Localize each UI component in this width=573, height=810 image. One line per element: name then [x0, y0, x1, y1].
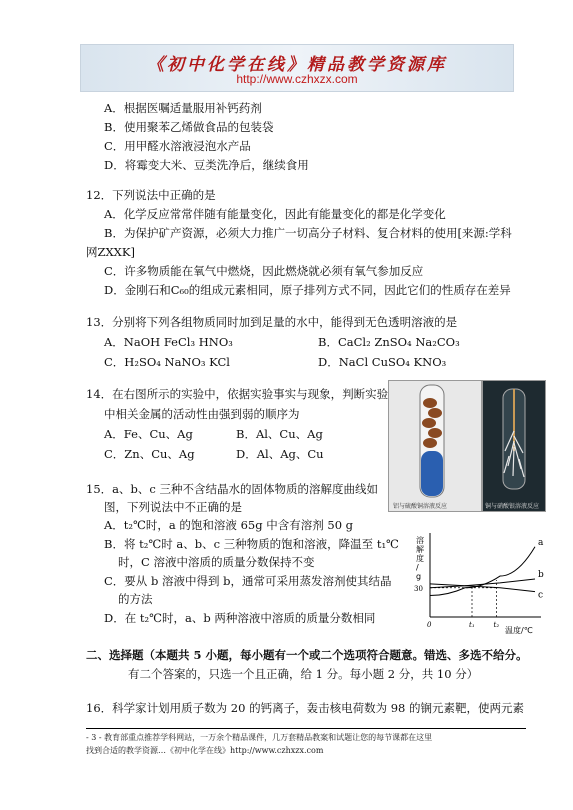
photo-caption-1: 铝与硫酸铜溶液反应 — [393, 503, 448, 510]
q13-option-c: C．H₂SO₄ NaNO₃ KCl — [104, 355, 230, 369]
q11-option-c: C．用甲醛水溶液浸泡水产品 — [104, 139, 251, 153]
banner-url[interactable]: http://www.czhxzx.com — [236, 72, 358, 86]
q12-option-d: D．金刚石和C₆₀的组成元素相同，原子排列方式不同，因此它们的性质存在差异 — [104, 283, 511, 297]
q14-stem-line2: 中相关金属的活动性由强到弱的顺序为 — [104, 407, 300, 421]
test-tube-illustration — [389, 381, 481, 511]
q11-option-b: B．使用聚苯乙烯做食品的包装袋 — [104, 120, 274, 134]
q13-option-d: D．NaCl CuSO₄ KNO₃ — [318, 355, 447, 369]
series-c-label: c — [538, 590, 544, 601]
footer-line1: - 3 - 教育部重点推荐学科网站，一万余个精品课件，几万套精品教案和试题让您的每节课都在这里 — [86, 733, 433, 742]
q12-option-b-cont: 网ZXXK] — [86, 245, 135, 259]
q14-option-a: A．Fe、Cu、Ag — [104, 427, 193, 441]
series-a-curve — [430, 547, 535, 596]
y-axis-label-char: 解 — [416, 545, 424, 554]
q11-option-d: D．将霉变大米、豆类洗净后，继续食用 — [104, 158, 309, 172]
q15-option-a: A．t₂℃时，a 的饱和溶液 65g 中含有溶剂 50 g — [104, 518, 354, 532]
solubility-chart — [412, 525, 552, 635]
footer-line2: 找到合适的教学资源…《初中化学在线》http://www.czhxzx.com — [86, 746, 324, 755]
footer-divider — [86, 728, 526, 729]
q15-stem-line2: 图，下列说法中不正确的是 — [104, 500, 242, 514]
x-tick-label: t₁ — [469, 621, 475, 629]
x-tick-label: 0 — [427, 621, 432, 629]
q14-option-d: D．Al、Ag、Cu — [236, 447, 324, 461]
photo-caption-2: 铜与硝酸银溶液反应 — [485, 503, 540, 510]
x-tick-label: t₂ — [493, 621, 500, 629]
banner-title: 《初中化学在线》精品教学资源库 — [147, 55, 447, 75]
y-axis-label-char: 溶 — [416, 536, 424, 545]
q15-option-b-line1: B．将 t₂℃时 a、b、c 三种物质的饱和溶液，降温至 t₁℃ — [104, 537, 399, 551]
q14-stem-line1: 14．在右图所示的实验中，依据实验事实与现象，判断实验 — [86, 387, 389, 401]
silver-tree-illustration — [483, 381, 545, 511]
q16-stem: 16．科学家计划用质子数为 20 的钙离子，轰击核电荷数为 98 的锎元素靶，使两元素 — [86, 701, 525, 715]
q12-stem: 12．下列说法中正确的是 — [86, 188, 216, 202]
y-axis-label-char: / — [416, 563, 419, 572]
section2-heading: 二、选择题（本题共 5 小题，每小题有一个或二个选项符合题意。错选、多选不给分。 — [86, 648, 528, 662]
y-axis-label-char: 度 — [416, 554, 424, 563]
section2-heading-cont: 有二个答案的，只选一个且正确，给 1 分。每小题 2 分，共 10 分） — [128, 667, 479, 681]
q15-option-c-line2: 的方法 — [118, 592, 153, 606]
q15-option-d: D．在 t₂℃时，a、b 两种溶液中溶质的质量分数相同 — [104, 611, 376, 625]
q12-option-c: C．许多物质能在氧气中燃烧，因此燃烧就必须有氧气参加反应 — [104, 264, 424, 278]
y-tick-label: 30 — [414, 584, 423, 593]
q11-option-a: A．根据医嘱适量服用补钙药剂 — [104, 101, 262, 115]
q13-option-a: A．NaOH FeCl₃ HNO₃ — [104, 335, 233, 349]
y-axis-label-char: g — [416, 572, 422, 581]
q12-option-a: A．化学反应常常伴随有能量变化，因此有能量变化的都是化学变化 — [104, 207, 446, 221]
q12-option-b: B．为保护矿产资源，必须大力推广一切高分子材料、复合材料的使用[来源:学科 — [104, 226, 512, 240]
series-b-label: b — [538, 569, 544, 580]
q13-option-b: B．CaCl₂ ZnSO₄ Na₂CO₃ — [318, 335, 460, 349]
q15-stem-line1: 15．a、b、c 三种不含结晶水的固体物质的溶解度曲线如 — [86, 482, 378, 496]
experiment-photo-aluminum — [388, 380, 482, 512]
q14-option-b: B．Al、Cu、Ag — [236, 427, 323, 441]
q15-option-c-line1: C．要从 b 溶液中得到 b，通常可采用蒸发溶剂使其结晶 — [104, 574, 392, 588]
q14-option-c: C．Zn、Cu、Ag — [104, 447, 195, 461]
experiment-photo-copper — [482, 380, 546, 512]
series-a-label: a — [538, 537, 544, 548]
q13-stem: 13．分别将下列各组物质同时加到足量的水中，能得到无色透明溶液的是 — [86, 315, 458, 329]
q15-option-b-line2: 时，C 溶液中溶质的质量分数保持不变 — [118, 555, 315, 569]
header-banner — [80, 44, 514, 92]
x-axis-label: 温度/℃ — [505, 626, 533, 635]
